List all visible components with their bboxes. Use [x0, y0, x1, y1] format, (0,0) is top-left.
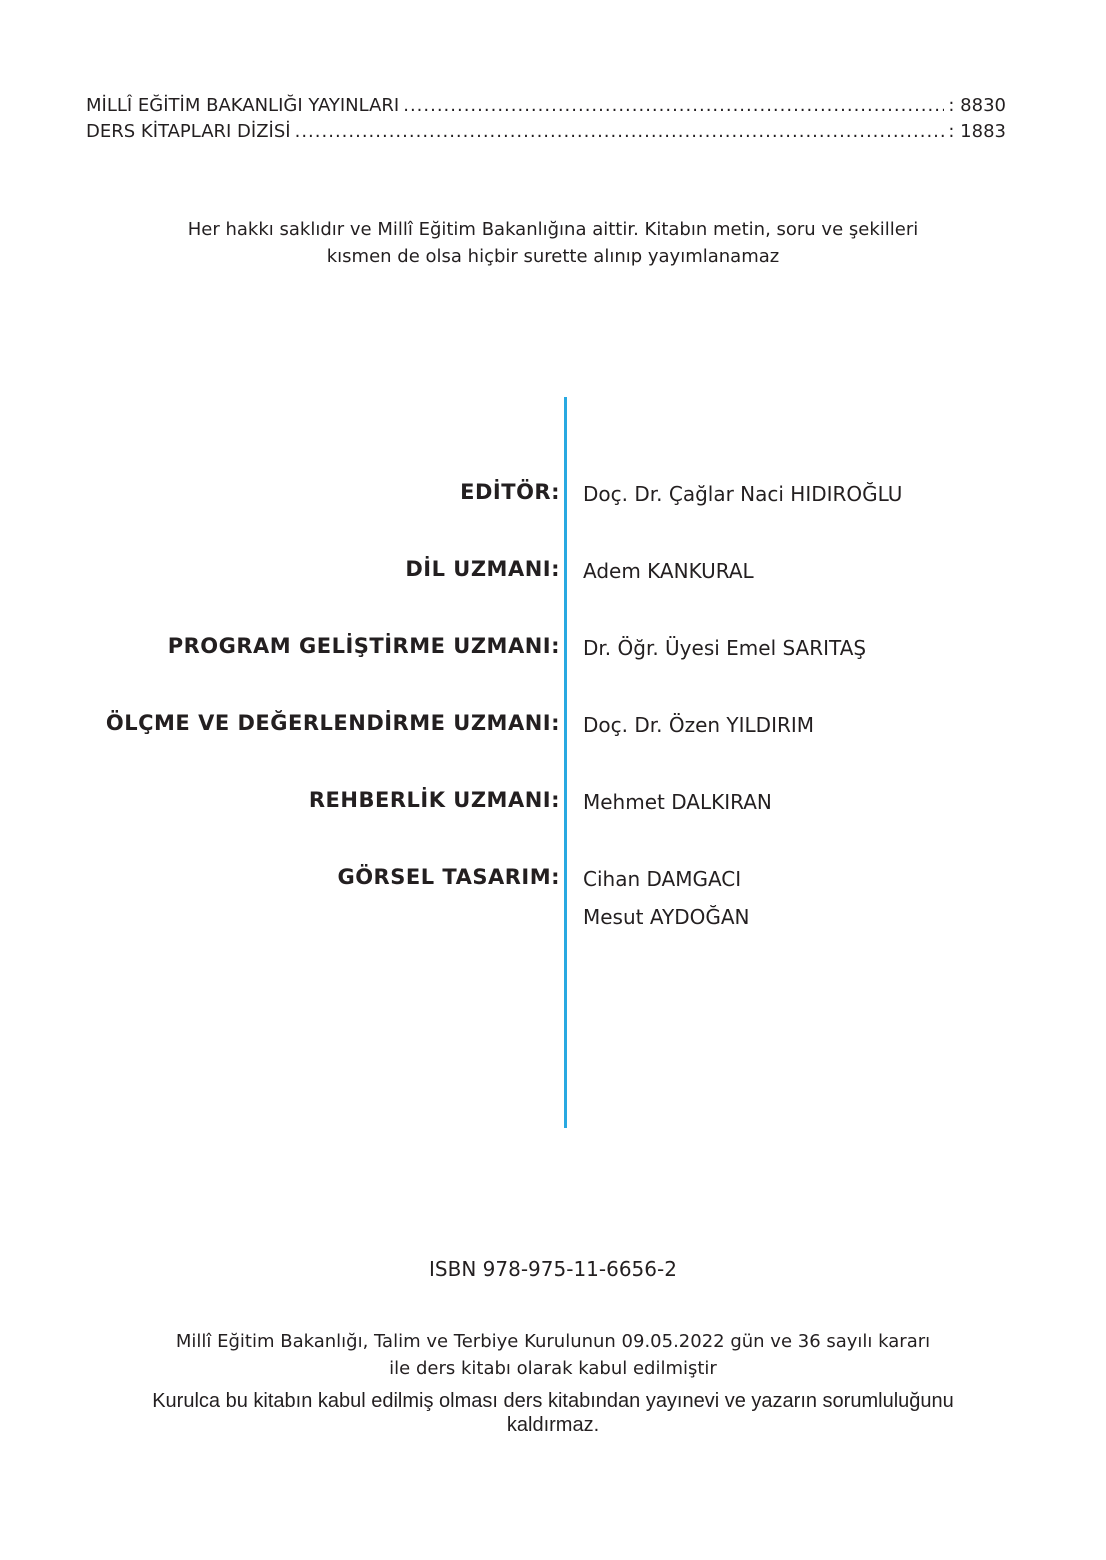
- vertical-divider: [564, 397, 567, 1128]
- series-number: : 1883: [948, 121, 1006, 142]
- credit-role-design: GÖRSEL TASARIM:: [337, 865, 560, 889]
- disclaimer: Kurulca bu kitabın kabul edilmiş olması ders kitabından yayınevi ve yazarın sorumluluğunu kaldırmaz.: [152, 1390, 954, 1436]
- credit-role-editor: EDİTÖR:: [460, 480, 560, 504]
- dot-leader: [403, 93, 944, 119]
- copyright-line: Her hakkı saklıdır ve Millî Eğitim Bakanlığına aittir. Kitabın metin, soru ve şekilleri: [187, 219, 919, 240]
- copyright-notice: [0, 216, 1106, 270]
- credit-role-assessment: ÖLÇME VE DEĞERLENDİRME UZMANI:: [105, 711, 560, 735]
- isbn: ISBN 978-975-11-6656-2: [429, 1257, 677, 1281]
- credit-name: Mehmet DALKIRAN: [583, 790, 772, 814]
- credit-name: Adem KANKURAL: [583, 559, 754, 583]
- series-label: DERS KİTAPLARI DİZİSİ: [86, 121, 291, 142]
- series-number: : 8830: [948, 95, 1006, 116]
- series-row-textbooks: [86, 119, 1006, 145]
- copyright-line: kısmen de olsa hiçbir surette alınıp yayımlanamaz: [326, 246, 780, 267]
- credit-role-language: DİL UZMANI:: [405, 557, 560, 581]
- credit-name: Doç. Dr. Özen YILDIRIM: [583, 713, 815, 737]
- credit-name: Mesut AYDOĞAN: [583, 905, 750, 929]
- credit-role-program: PROGRAM GELİŞTİRME UZMANI:: [167, 634, 560, 658]
- approval-line: ile ders kitabı olarak kabul edilmiştir: [389, 1358, 717, 1379]
- credit-name: Dr. Öğr. Üyesi Emel SARITAŞ: [583, 636, 867, 660]
- series-info: [86, 93, 1006, 145]
- series-row-publications: [86, 93, 1006, 119]
- approval-notice: [0, 1328, 1106, 1382]
- credit-role-guidance: REHBERLİK UZMANI:: [308, 788, 560, 812]
- credit-name: Cihan DAMGACI: [583, 867, 742, 891]
- credit-name: Doç. Dr. Çağlar Naci HIDIROĞLU: [583, 482, 903, 506]
- dot-leader: [295, 119, 945, 145]
- approval-line: Millî Eğitim Bakanlığı, Talim ve Terbiye Kurulunun 09.05.2022 gün ve 36 sayılı kararı: [175, 1331, 931, 1352]
- series-label: MİLLÎ EĞİTİM BAKANLIĞI YAYINLARI: [86, 95, 400, 116]
